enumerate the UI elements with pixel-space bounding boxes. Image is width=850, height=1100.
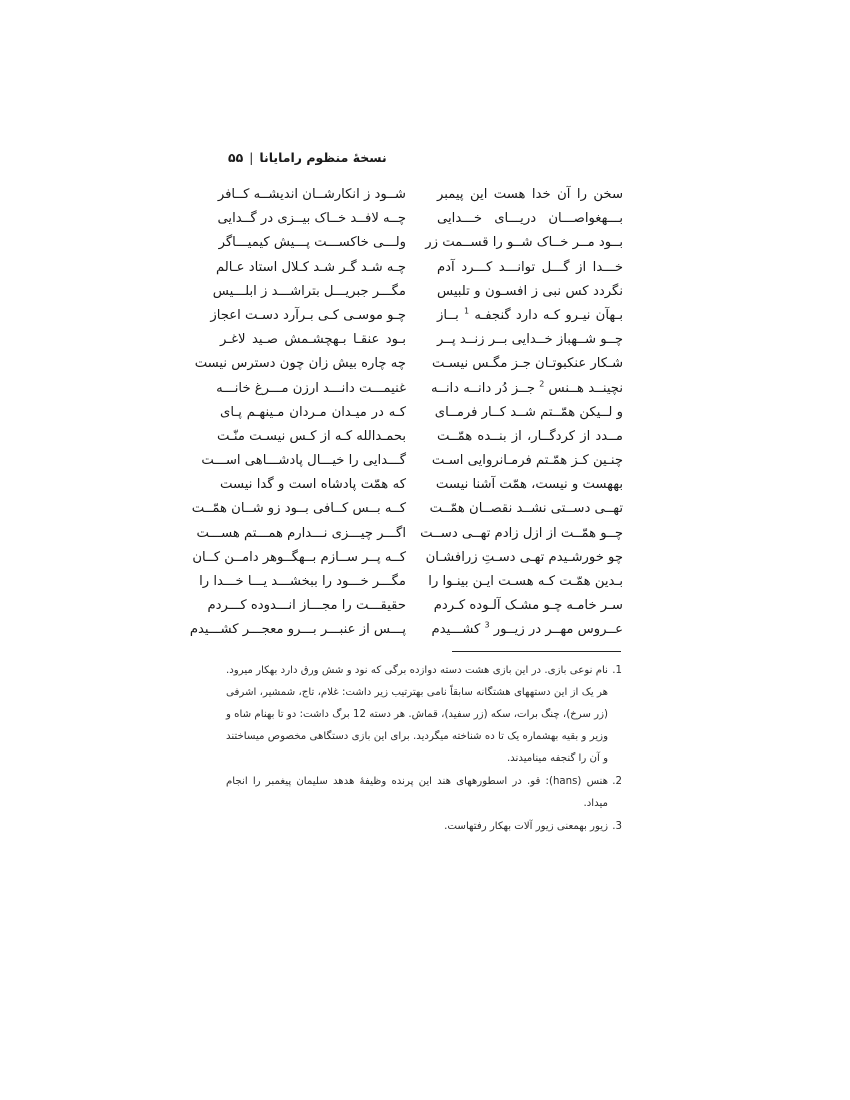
footnote-number: 2.	[612, 776, 622, 787]
verse-line: که همّت پادشاه است و گدا نیست	[220, 477, 406, 493]
footnote-text: هنس (hans): قو. در اسطورههای هند این پرنده وظیفهٔ هدهد سلیمان پیغمبر را انجام میداد.	[226, 776, 609, 809]
verse-text: بـهآن نیـرو کـه دارد گنجفـه	[474, 307, 623, 323]
poem-column-left	[189, 183, 406, 643]
verse-line: تهــی دســتی نشــد نقصــان همّــت	[429, 501, 623, 517]
verse-line: ولـــی خاکســـت پـــیش کیمیـــاگر	[218, 235, 406, 251]
footnote-item	[226, 816, 622, 838]
verse-line: مــدد از کردگــار، از بنــده همّــت	[437, 428, 623, 444]
verse-line: چــو شــهباز خــدایی بــر زنــد پــر	[436, 332, 623, 348]
footnote-number: 3.	[612, 821, 622, 832]
verse-text: کشـــیدم	[431, 622, 481, 638]
footnote-item	[226, 660, 622, 770]
verse-line: کــه بــس کــافی بــود زو شــان همّــت	[191, 501, 406, 517]
verse-line: چـه شـد گـر شـد کـلال استاد عـالم	[215, 259, 406, 275]
verse-line: شــود ز انکارشــان اندیشــه کــافر	[217, 187, 406, 202]
verse-text: جــز دُر دانــه دانــه	[431, 380, 536, 396]
verse-line: کـه در میـدان مـردان مـینهـم پـای	[220, 404, 406, 420]
verse-line: بــود مــر خــاک شــو را قســمت زر	[425, 235, 623, 251]
footnote-marker: 3	[484, 620, 490, 630]
header-separator: |	[249, 150, 254, 165]
verse-line	[431, 618, 623, 642]
verse-line: چــو همّــت از ازل زادم تهــی دســت	[420, 525, 623, 541]
footnote-marker: 1	[464, 306, 470, 316]
verse-line: چـو موسـی کـی بـرآرد دسـت اعجاز	[210, 307, 406, 323]
verse-line: مگـــر خـــود را ببخشـــد یـــا خـــدا را	[199, 574, 406, 589]
verse-line: بـود عنقـا بـهچشـمش صـید لاغـر	[220, 332, 406, 348]
verse-line: شـکار عنکبوتـان جـز مگـس نیسـت	[431, 356, 623, 372]
verse-line: سخن را آن خدا هست این پیمبر	[437, 187, 623, 202]
verse-line	[431, 377, 623, 401]
footnote-item	[226, 771, 622, 815]
footnote-marker: 2	[539, 379, 545, 389]
poem-column-right	[420, 183, 623, 643]
footnote-divider	[452, 651, 621, 652]
footnote-number: 1.	[612, 665, 622, 676]
verse-line: و لــیکن همّــتم شــد کــار فرمــای	[434, 404, 623, 420]
verse-line	[437, 304, 623, 328]
verse-line: گـــدایی را خیـــال پادشـــاهی اســـت	[201, 453, 406, 469]
verse-line: مگـــر جبریـــل بتراشـــد ز ابلـــیس	[212, 283, 406, 299]
footnote-text: زیور بهمعنی زیور آلات بهکار رفتهاست.	[444, 821, 608, 832]
verse-line: کــه پــر ســازم بــهگــوهر دامــن کــان	[192, 549, 406, 565]
running-header	[228, 150, 628, 170]
verse-line: بـــهغواصـــان دریـــای خـــدایی	[437, 211, 623, 227]
verse-line: بـدین همّـت کـه هسـت ایـن بینـوا را	[428, 574, 623, 589]
verse-text: عــروس مهــر در زیــور	[493, 622, 623, 638]
verse-line: چه چاره بیش زان چون دسترس نیست	[194, 356, 406, 372]
verse-line: بههست و نیست، همّت آشنا نیست	[435, 477, 623, 493]
verse-line: خـــدا از گـــل توانـــد کـــرد آدم	[437, 259, 623, 275]
verse-line: بحمـدالله کـه از کـس نیسـت منّـت	[217, 428, 406, 444]
verse-line: نگردد کس نبی ز افسـون و تلبیس	[437, 283, 623, 299]
verse-line: سـر خامـه چـو مشـک آلـوده کـردم	[433, 598, 623, 614]
verse-text: نچینــد هــنس	[548, 380, 623, 396]
verse-line: چــه لافــد خــاک بیــزی در گــدایی	[217, 211, 406, 227]
verse-line: حقیقـــت را مجـــاز انـــدوده کـــردم	[207, 598, 406, 614]
verse-line: چو خورشـیدم تهـی دسـتِ زرافشـان	[425, 549, 623, 565]
verse-line: پـــس از عنبـــر بـــرو معجـــر کشـــیدم	[189, 622, 406, 638]
verse-text: بــاز	[437, 307, 459, 323]
verse-line: اگـــر چیـــزی نـــدارم همـــتم هســـت	[196, 525, 406, 541]
page-number: ۵۵	[228, 150, 244, 165]
footnote-text: نام نوعی بازی. در این بازی هشت دسته دوازده برگی که نود و شش ورق دارد بهکار میرود. هر یک از این دستههای هشتگانه سابقاً نامی بهترتیب زیر داشت: غلام، تاج، شمشیر، اشرفی (زر سرخ)، چنگ برات، سکه (زر سفید)، قماش. هر دسته 12 برگ داشت: دو تا بهنام شاه و وزیر و بقیه بهشماره یک تا ده شناخته میگردید. برای این بازی دستگاهی مخصوص میساختند و آن را گنجفه مینامیدند.	[226, 665, 608, 764]
verse-line: چنـین کـز همّـتم فرمـانروایی اسـت	[431, 453, 623, 469]
verse-line: غنیمـــت دانـــد ارزن مـــرغ خانـــه	[216, 380, 406, 396]
footnotes	[226, 660, 622, 839]
book-title: نسخهٔ منظوم رامایانا	[259, 150, 387, 165]
